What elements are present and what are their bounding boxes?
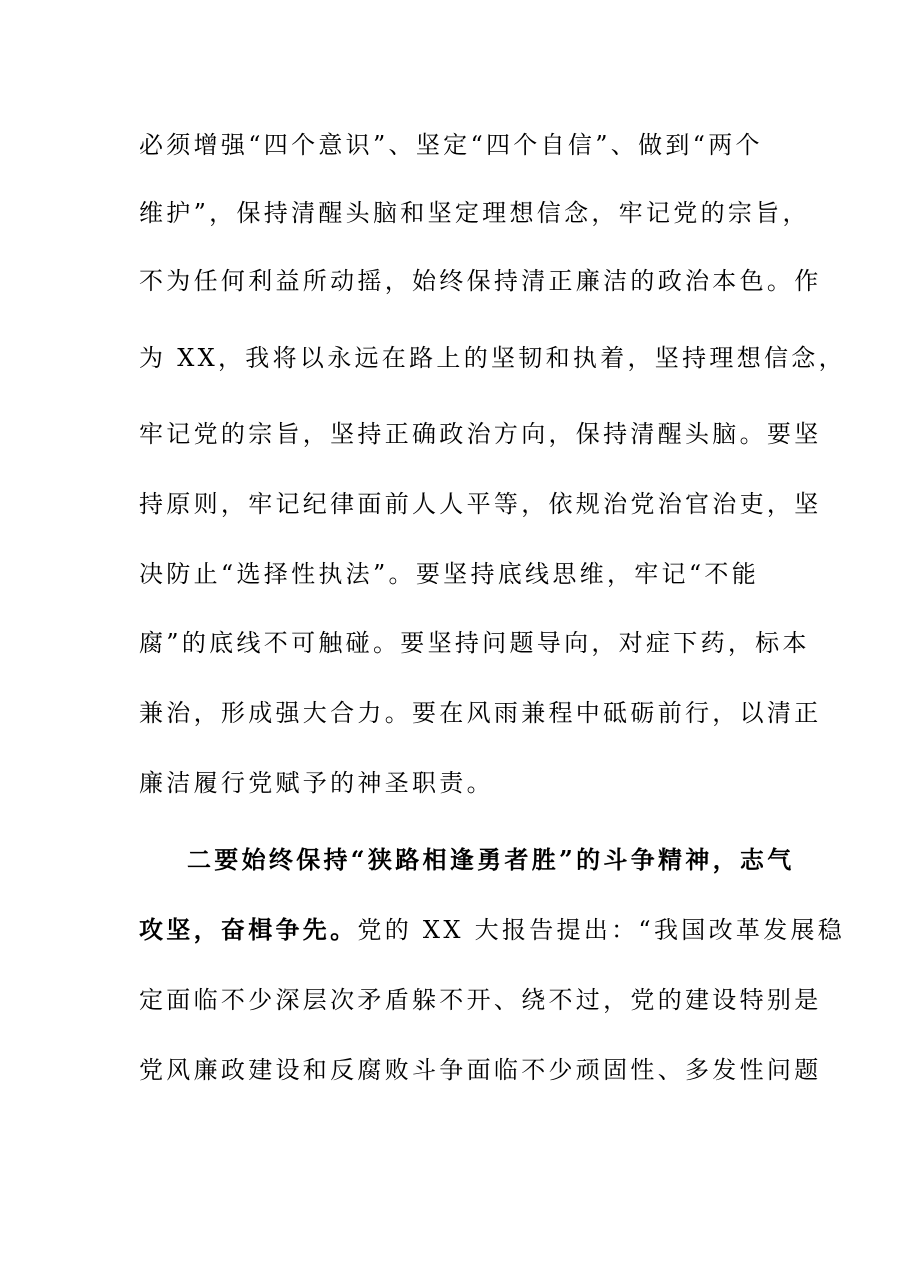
paragraph-line: [139, 915, 846, 945]
section-heading-continued: 攻坚，奋楫争先。: [139, 915, 358, 944]
paragraph-line: 定面临不少深层次矛盾躲不开、绕不过，党的建设特别是: [139, 986, 822, 1014]
paragraph-line: 不为任何利益所动摇，始终保持清正廉洁的政治本色。作: [139, 267, 822, 295]
paragraph-line: 持原则，牢记纪律面前人人平等，依规治党治官治吏，坚: [139, 490, 822, 518]
section-heading: 二要始终保持“狭路相逢勇者胜”的斗争精神，志气: [187, 845, 795, 874]
paragraph-line: 必须增强“四个意识”、坚定“四个自信”、做到“两个: [139, 131, 763, 159]
paragraph-line: 为 XX，我将以永远在路上的坚韧和执着，坚持理想信念，: [139, 344, 846, 372]
paragraph-line: 决防止“选择性执法”。要坚持底线思维，牢记“不能: [139, 560, 760, 588]
paragraph-line: 廉洁履行党赋予的神圣职责。: [139, 769, 494, 797]
paragraph-line: 牢记党的宗旨，坚持正确政治方向，保持清醒头脑。要坚: [139, 420, 822, 448]
paragraph-line: 腐”的底线不可触碰。要坚持问题导向，对症下药，标本: [139, 629, 810, 657]
paragraph-line: 党风廉政建设和反腐败斗争面临不少顽固性、多发性问题: [139, 1056, 822, 1084]
paragraph-line: 兼治，形成强大合力。要在风雨兼程中砥砺前行，以清正: [139, 699, 822, 727]
paragraph-text: 党的 XX 大报告提出：“我国改革发展稳: [357, 916, 846, 944]
paragraph-line: 维护”，保持清醒头脑和坚定理想信念，牢记党的宗旨，: [139, 199, 810, 227]
